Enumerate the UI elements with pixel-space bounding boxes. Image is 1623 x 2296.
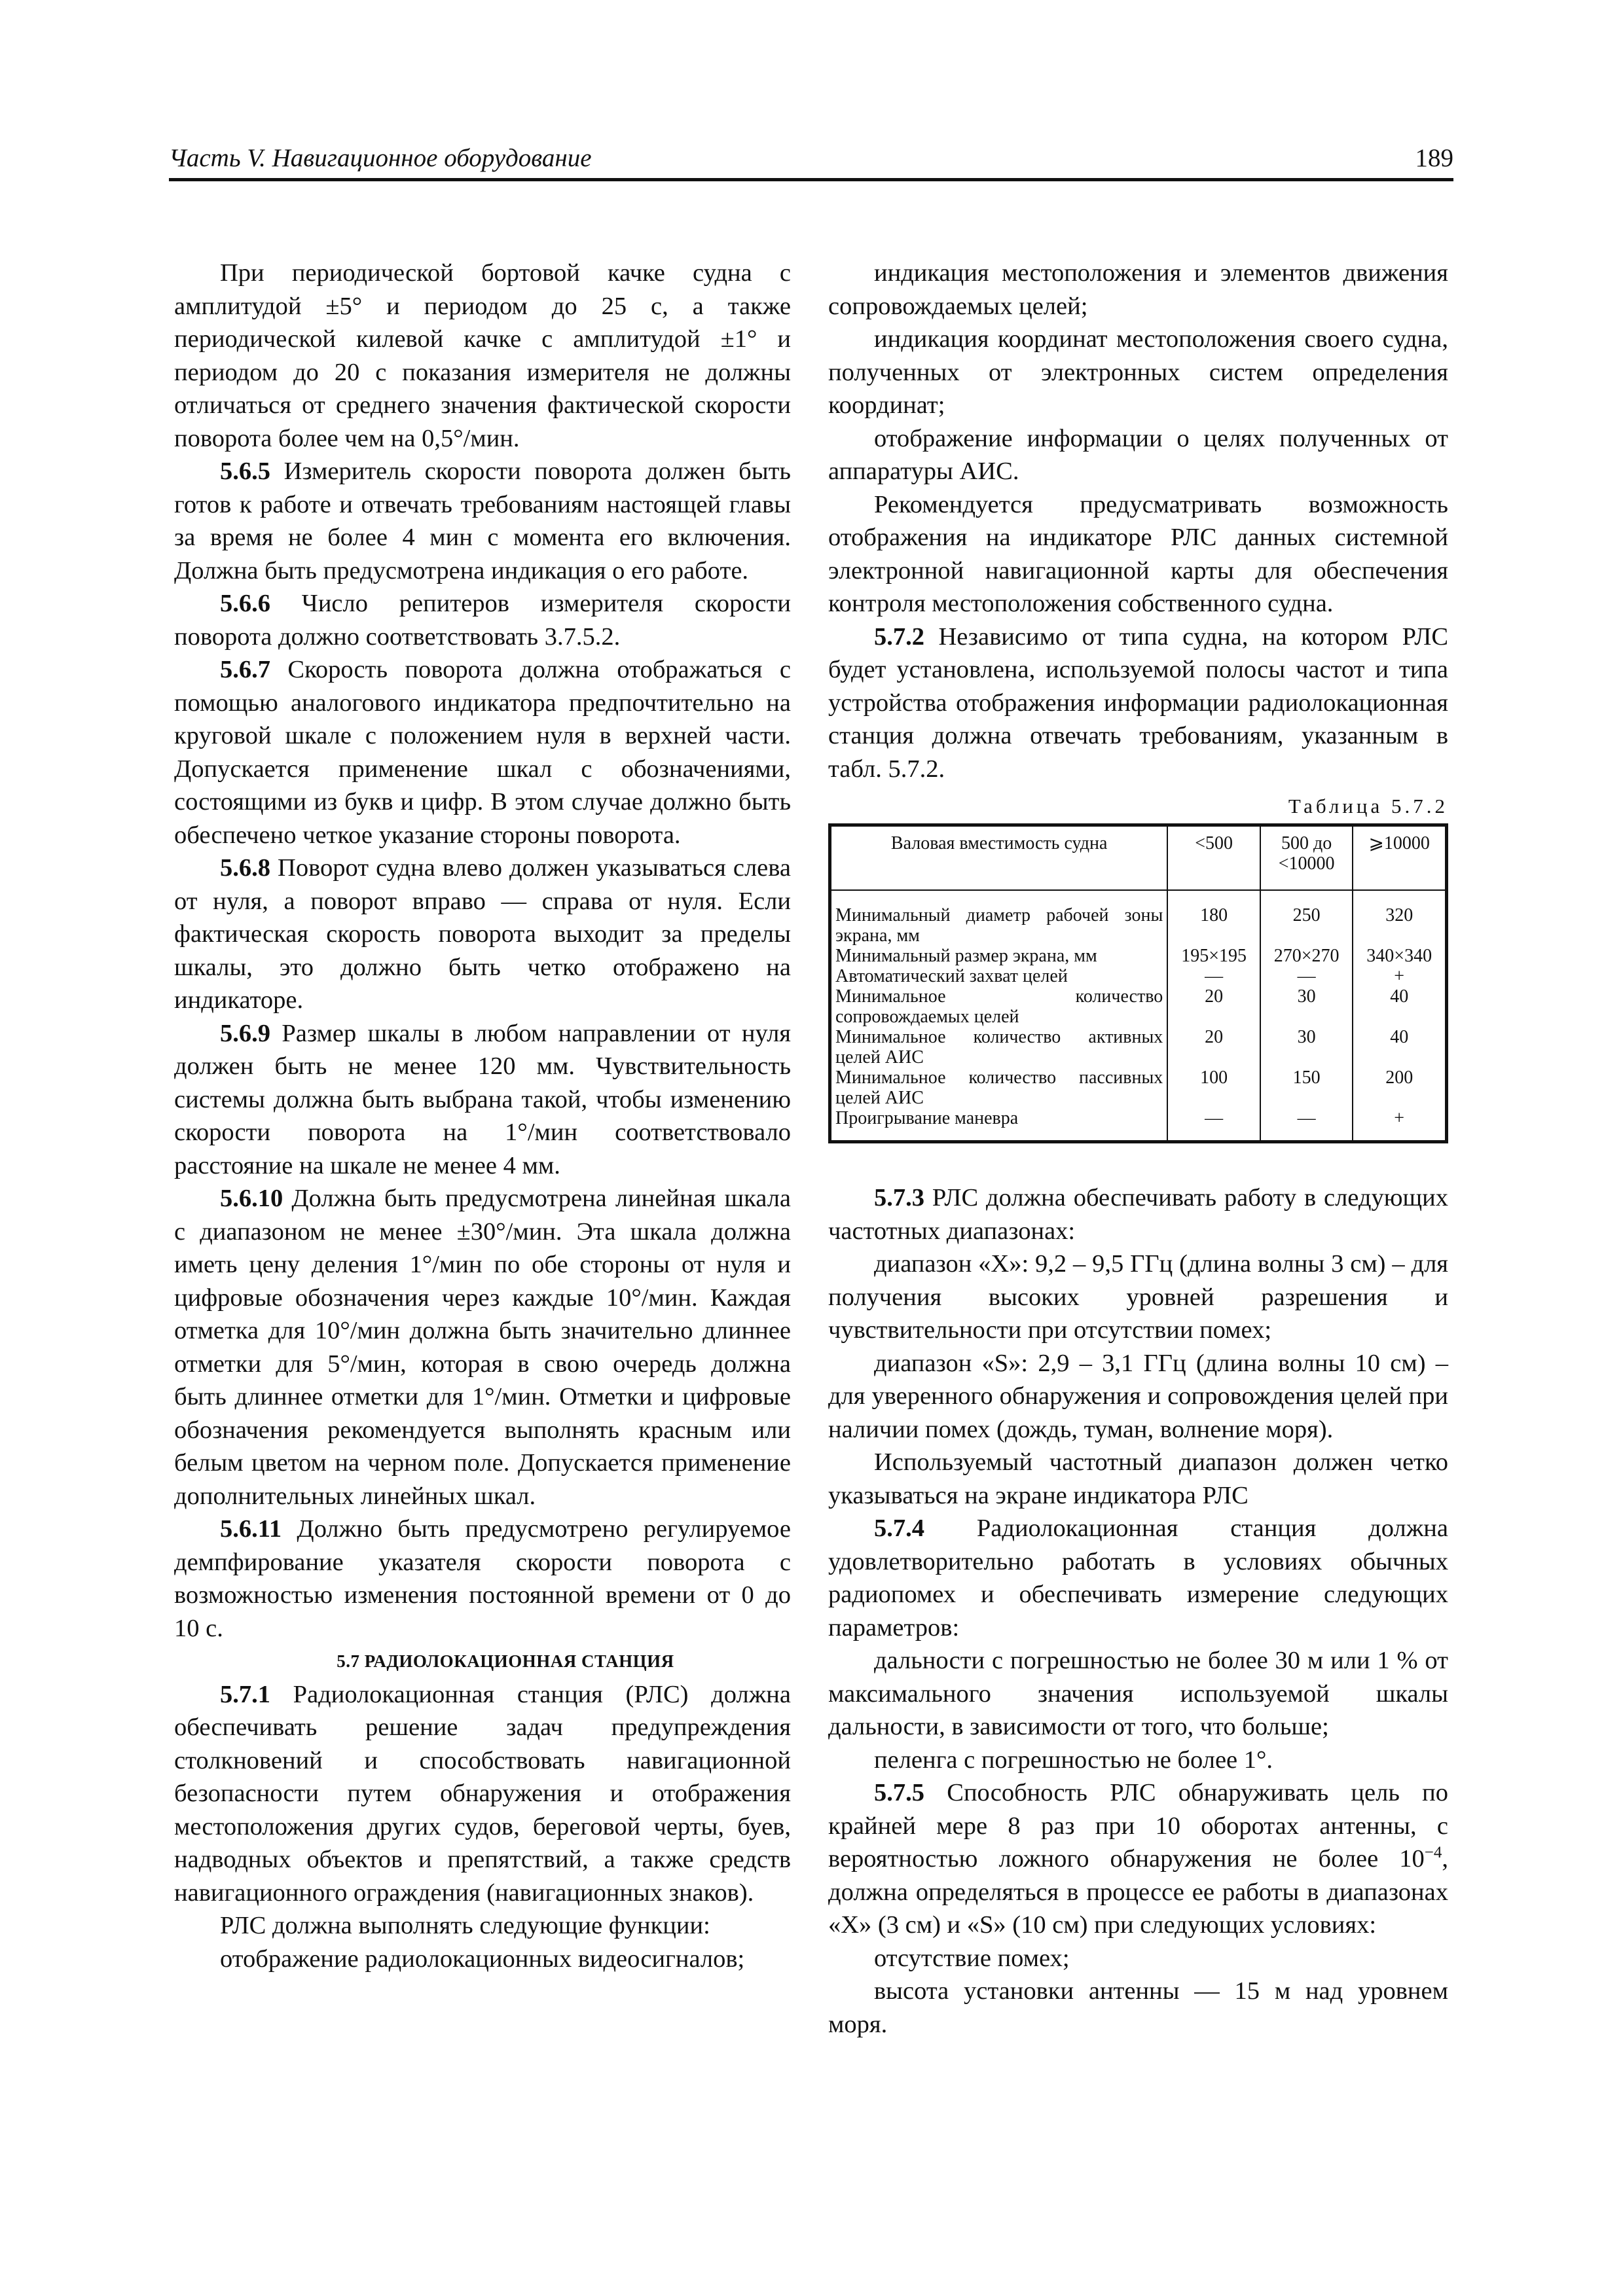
clause-number: 5.7.3 bbox=[874, 1184, 924, 1211]
table-cell: Минимальный диаметр рабочей зоны экрана, мм bbox=[835, 905, 1163, 946]
clause-text: Радиолокационная станция (РЛС) должна обеспечивать решение задач предупреждения столкновений и способствовать навигационной безопасности путем обнаружения и отображения местоположения других судов, береговой черты, буев, надводных объектов и препятствий, а также средств навигационного ограждения (навигационных знаков). bbox=[174, 1680, 791, 1907]
table-cell: Минимальный размер экрана, мм bbox=[835, 946, 1097, 966]
table-cell: 200 bbox=[1353, 1067, 1446, 1108]
clause-text: Число репитеров измерителя скорости поворота должно соответствовать 3.7.5.2. bbox=[174, 590, 791, 651]
clause-text: Должно быть предусмотрено регулируемое демпфирование указателя скорости поворота с возможностью изменения постоянной времени от 0 до 10 с. bbox=[174, 1515, 791, 1642]
table-cell: — bbox=[1260, 966, 1353, 986]
clause-text: Размер шкалы в любом направлении от нуля должен быть не менее 120 мм. Чувствительность системы должна быть выбрана такой, чтобы изменению скорости поворота на 1°/мин соответствовало расстояние на шкале не менее 4 мм. bbox=[174, 1019, 791, 1179]
table-cell: 20 bbox=[1167, 1027, 1260, 1067]
table-header-row bbox=[830, 825, 1447, 891]
clause-number: 5.6.8 bbox=[220, 854, 270, 882]
clause-number: 5.7.1 bbox=[220, 1680, 270, 1708]
clause-5-6-11 bbox=[174, 1513, 791, 1645]
table-cell: Проигрывание маневра bbox=[835, 1108, 1019, 1128]
table-cell: 320 bbox=[1353, 890, 1446, 946]
table-row bbox=[830, 1027, 1447, 1067]
table-cell: Автоматический захват целей bbox=[835, 966, 1068, 986]
paragraph: РЛС должна выполнять следующие функции: bbox=[220, 1912, 710, 1939]
table-cell: + bbox=[1353, 966, 1446, 986]
clause-text: Радиолокационная станция должна удовлетворительно работать в условиях обычных радиопомех и обеспечивать измерение следующих параметров: bbox=[828, 1515, 1448, 1641]
table-cell: 270×270 bbox=[1260, 946, 1353, 966]
list-item: отображение радиолокационных видеосигналов; bbox=[220, 1945, 745, 1973]
list-item: диапазон «S»: 2,9 – 3,1 ГГц (длина волны 10 см) – для уверенного обнаружения и сопровождения целей при наличии помех (дождь, туман, волнение моря). bbox=[828, 1349, 1448, 1443]
right-column bbox=[828, 257, 1448, 2041]
table-cell: 195×195 bbox=[1167, 946, 1260, 966]
clause-number: 5.7.5 bbox=[874, 1779, 924, 1806]
list-item: индикация местоположения и элементов движения сопровождаемых целей; bbox=[828, 259, 1448, 320]
paragraph: Рекомендуется предусматривать возможность отображения на индикаторе РЛС данных системной электронной навигационной карты для обеспечения контроля местоположения собственного судна. bbox=[828, 490, 1448, 617]
clause-number: 5.6.6 bbox=[220, 590, 270, 617]
table-cell: — bbox=[1260, 1108, 1353, 1142]
table-cell: Минимальное количество пассивных целей АИС bbox=[835, 1067, 1163, 1108]
list-item: отображение информации о целях полученных от аппаратуры АИС. bbox=[828, 424, 1448, 485]
table-cell: + bbox=[1353, 1108, 1446, 1142]
clause-number: 5.7.4 bbox=[874, 1515, 924, 1542]
exponent: −4 bbox=[1424, 1844, 1442, 1862]
clause-text: Независимо от типа судна, на котором РЛС будет установлена, используемой полосы частот и типа устройства отображения информации радиолокационная станция должна отвечать требованиям, указанным в табл. 5.7.2. bbox=[828, 622, 1448, 783]
table-row bbox=[830, 986, 1447, 1027]
table-row bbox=[830, 1067, 1447, 1108]
clause-text: Измеритель скорости поворота должен быть готов к работе и отвечать требованиям настоящей главы за время не более 4 мин с момента его включения. Должна быть предусмотрена индикация о его работе. bbox=[174, 457, 791, 584]
clause-5-7-2 bbox=[828, 620, 1448, 786]
table-cell: 100 bbox=[1167, 1067, 1260, 1108]
table-cell: 250 bbox=[1260, 890, 1353, 946]
table-cell: 40 bbox=[1353, 1027, 1446, 1067]
paragraph: При периодической бортовой качке судна с амплитудой ±5° и периодом до 25 с, а также периодической килевой качке с амплитудой ±1° и периодом до 20 с показания измерителя не должны отличаться от среднего значения фактической скорости поворота более чем на 0,5°/мин. bbox=[174, 259, 791, 452]
table-cell: 150 bbox=[1260, 1067, 1353, 1108]
clause-text: Способность РЛС обнаруживать цель по крайней мере 8 раз при 10 оборотах антенны, с вероятностью ложного обнаружения не более 10 bbox=[828, 1779, 1448, 1873]
table-cell: 180 bbox=[1167, 890, 1260, 946]
list-item: дальности с погрешностью не более 30 м или 1 % от максимального значения используемой шкалы дальности, в зависимости от того, что больше; bbox=[828, 1647, 1448, 1740]
table-cell: 30 bbox=[1260, 986, 1353, 1027]
table-header-cell: ⩾10000 bbox=[1353, 825, 1446, 891]
left-column bbox=[174, 257, 791, 1975]
list-item: индикация координат местоположения своего судна, полученных от электронных систем определения координат; bbox=[828, 325, 1448, 419]
table-cell: — bbox=[1167, 966, 1260, 986]
table-row bbox=[830, 890, 1447, 946]
table-cell: 30 bbox=[1260, 1027, 1353, 1067]
table-header-cell: <500 bbox=[1167, 825, 1260, 891]
clause-number: 5.6.5 bbox=[220, 457, 270, 485]
clause-text: Скорость поворота должна отображаться с помощью аналогового индикатора предпочтительно на круговой шкале с положением нуля в верхней части. Допускается применение шкал с обозначениями, состоящими из букв и цифр. В этом случае должно быть обеспечено четкое указание стороны поворота. bbox=[174, 656, 791, 849]
list-item: высота установки антенны — 15 м над уровнем моря. bbox=[828, 1977, 1448, 2038]
clause-5-7-4 bbox=[828, 1512, 1448, 1644]
clause-5-6-5 bbox=[174, 455, 791, 587]
page-header bbox=[169, 140, 1453, 181]
paragraph: Используемый частотный диапазон должен четко указываться на экране индикатора РЛС bbox=[828, 1448, 1448, 1509]
table-cell: 40 bbox=[1353, 986, 1446, 1027]
spacer bbox=[828, 1143, 1448, 1181]
table-header-cell: 500 до <10000 bbox=[1260, 825, 1353, 891]
clause-5-7-1 bbox=[174, 1678, 791, 1910]
table-cell: 20 bbox=[1167, 986, 1260, 1027]
section-title: 5.7 РАДИОЛОКАЦИОННАЯ СТАНЦИЯ bbox=[337, 1651, 674, 1671]
clause-5-7-5 bbox=[828, 1776, 1448, 1942]
table-cell: Минимальное количество сопровождаемых целей bbox=[835, 986, 1163, 1027]
clause-text: РЛС должна обеспечивать работу в следующих частотных диапазонах: bbox=[828, 1184, 1448, 1245]
list-item: диапазон «Х»: 9,2 – 9,5 ГГц (длина волны 3 см) – для получения высоких уровней разрешения и чувствительности при отсутствии помех; bbox=[828, 1250, 1448, 1344]
clause-5-6-7 bbox=[174, 653, 791, 852]
clause-number: 5.6.11 bbox=[220, 1515, 282, 1543]
running-title: Часть V. Навигационное оборудование bbox=[169, 144, 592, 172]
table-row bbox=[830, 966, 1447, 986]
clause-text: Поворот судна влево должен указываться слева от нуля, а поворот вправо — справа от нуля. Если фактическая скорость поворота выходит за пределы шкалы, это должно быть четко отображено на индикаторе. bbox=[174, 854, 791, 1014]
clause-number: 5.6.10 bbox=[220, 1185, 283, 1212]
table-caption: Таблица 5.7.2 bbox=[1288, 795, 1448, 817]
clause-number: 5.6.9 bbox=[220, 1019, 270, 1047]
clause-5-6-9 bbox=[174, 1017, 791, 1183]
list-item: пеленга с погрешностью не более 1°. bbox=[874, 1746, 1273, 1774]
table-row bbox=[830, 946, 1447, 966]
clause-5-6-10 bbox=[174, 1182, 791, 1513]
clause-text: , должна определяться в процессе ее работы в диапазонах «Х» (3 см) и «S» (10 см) при следующих условиях: bbox=[828, 1845, 1448, 1939]
clause-text: Должна быть предусмотрена линейная шкала с диапазоном не менее ±30°/мин. Эта шкала должна иметь цену деления 1°/мин по обе стороны от нуля и цифровые обозначения через каждые 10°/мин. Каждая отметка для 10°/мин должна быть значительно длиннее отметки для 5°/мин, которая в свою очередь должна быть длиннее отметки для 1°/мин. Отметки и цифровые обозначения рекомендуется выполнять красным или белым цветом на черном поле. Допускается применение дополнительных линейных шкал. bbox=[174, 1185, 791, 1510]
page-number: 189 bbox=[1415, 144, 1453, 172]
table-cell: 340×340 bbox=[1353, 946, 1446, 966]
table-row bbox=[830, 1108, 1447, 1142]
clause-number: 5.6.7 bbox=[220, 656, 270, 683]
clause-5-6-8 bbox=[174, 852, 791, 1017]
clause-number: 5.7.2 bbox=[874, 622, 924, 651]
table-header-cell: Валовая вместимость судна bbox=[830, 825, 1168, 891]
clause-5-7-3 bbox=[828, 1181, 1448, 1247]
table-cell: — bbox=[1167, 1108, 1260, 1142]
spec-table bbox=[828, 823, 1448, 1143]
clause-5-6-6 bbox=[174, 587, 791, 653]
table-cell: Минимальное количество активных целей АИС bbox=[835, 1027, 1163, 1067]
list-item: отсутствие помех; bbox=[874, 1944, 1070, 1972]
